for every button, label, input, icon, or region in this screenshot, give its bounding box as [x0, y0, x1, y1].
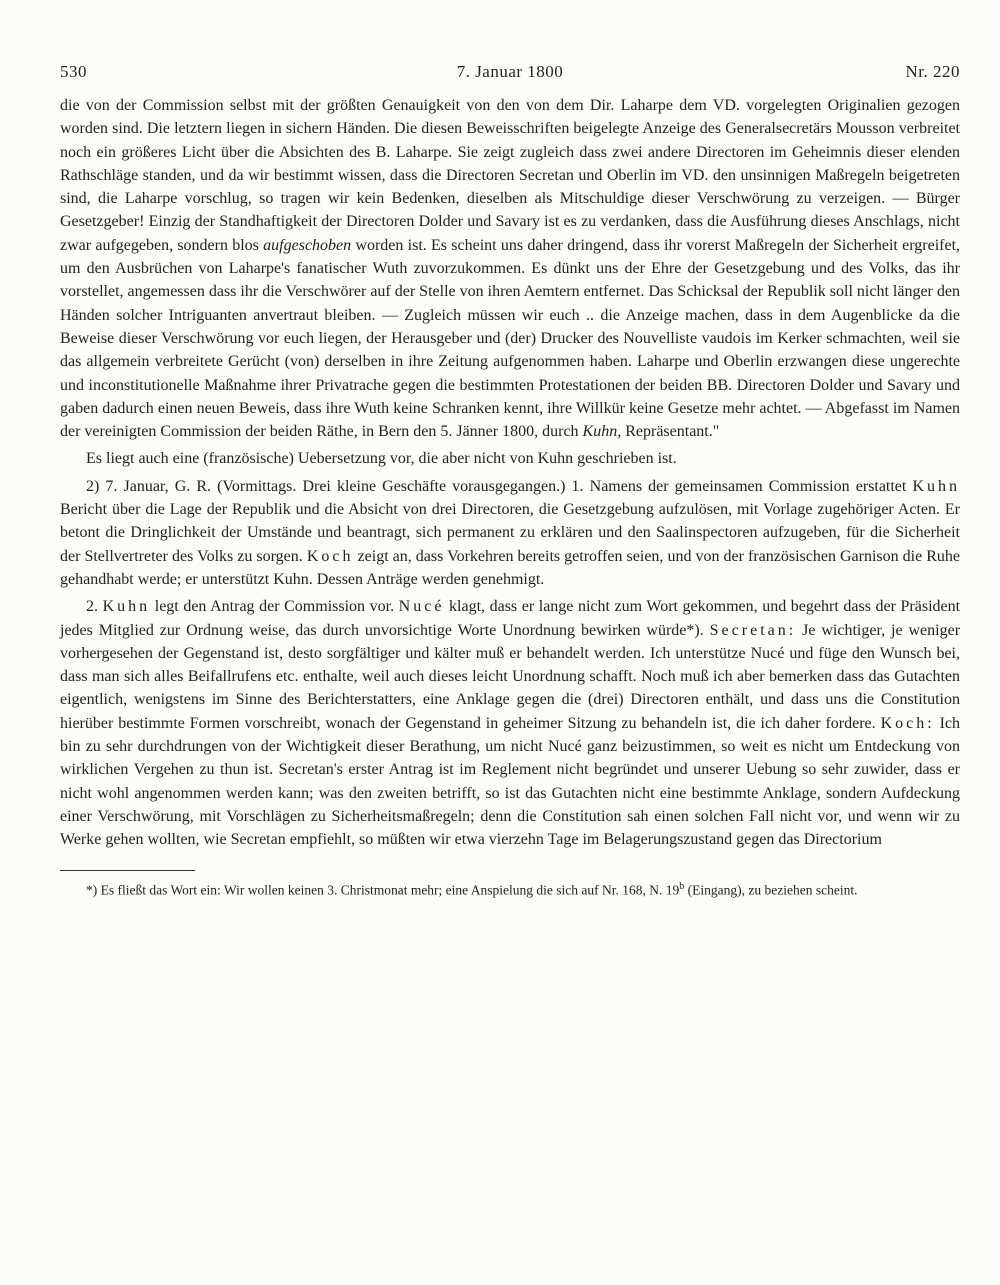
spaced-name: Kuhn [912, 477, 961, 495]
document-page [60, 62, 960, 900]
running-header [60, 62, 960, 94]
page-number: 530 [60, 62, 87, 81]
paragraph-4 [60, 595, 960, 851]
header-date: 7. Januar 1800 [456, 62, 564, 81]
spaced-name: Koch: [880, 714, 935, 732]
text-run: worden ist. Es scheint uns daher dringend, dass ihr vorerst Maßregeln der Sicherheit ergreifet, um den Ausbrüchen von Laharpe's fanatischer Wuth zuvorzukommen. Es dünkt uns der Ehre der Gesetzgebung und des Volks, das ihr vorstellet, angemessen dass ihr die Verschwörer auf der Stelle von ihren Aemtern entfernet. Das Schicksal der Republik soll nicht länger den Händen solcher Intriguanten anvertraut bleiben. — Zugleich müssen wir euch .. die Anzeige machen, dass in dem Augenblicke da die Beweise dieser Verschwörung vor euch liegen, der Herausgeber und (der) Drucker des Nouvelliste vaudois im Kerker schmachten, weil sie das allgemein verbreitete Gerücht (von) derselben in ihre Zeitung aufgenommen haben. Laharpe und Oberlin erzwangen diese ungerechte und inconstitutionelle Maßnahme ihrer Privatrache gegen die bestimmten Protestationen der beiden BB. Directoren Dolder und Savary und gaben dadurch einen neuen Beweis, dass ihre Wuth keine Schranken kennt, ihre Willkür keine Gesetze mehr achtet. — Abgefasst im Namen der vereinigten Commission der beiden Räthe, in Bern den 5. Jänner 1800, durch [60, 236, 961, 441]
paragraph-3 [60, 475, 960, 591]
document-number: Nr. 220 [905, 62, 960, 81]
text-run: zeigt an, dass Vorkehren bereits getroffen seien, und von der französischen Garnison die Ruhe gehandhabt werde; er unterstützt Kuhn. Dessen Anträge werden genehmigt. [60, 547, 961, 588]
text-run: die von der Commission selbst mit der größten Genauigkeit von den von dem Dir. Laharpe dem VD. vorgelegten Originalien gezogen worden sind. Die letztern liegen in sichern Händen. Die diesen Beweisschriften beigelegte Anzeige des Generalsecretärs Mousson verbreitet noch ein größeres Licht über die Absichten des B. Laharpe. Sie zeigt zugleich dass zwei andere Directoren im Geheimnis dieser elenden Rathschläge standen, und da wir bestimmt wissen, dass die Directoren Secretan und Oberlin im VD. den unsinnigen Maßregeln beigetreten sind, die Laharpe vorschlug, so tragen wir kein Bedenken, dieselben als Mitschuldige dieser Verschwörung zu verzeigen. — Bürger Gesetzgeber! Einzig der Standhaftigkeit der Directoren Dolder und Savary ist es zu verdanken, dass die Ausführung dieses Anschlags, nicht zwar aufgegeben, sondern blos [60, 97, 960, 254]
footnote [60, 877, 960, 901]
footnote-divider [60, 870, 195, 871]
spaced-name: Nucé [398, 598, 445, 616]
spaced-name: Koch [306, 547, 354, 565]
spaced-name: Secretan: [709, 621, 797, 639]
text-run: Je wichtiger, je weniger vorhergesehen der Gegenstand ist, desto sorgfältiger und kälter muß er behandelt werden. Ich unterstütze Nucé und füge den Wunsch bei, dass man sich alles Beifallrufens etc. enthalte, weil auch dieses leicht Unordnung schafft. Noch muß ich aber bemerken dass das Gutachten eigentlich, wenigstens im Sinne des Berichterstatters, eine Anklage gegen die (drei) Directoren enthält, und dass uns die Constitution hierüber bestimmte Formen vorschreibt, wonach der Gegenstand in geheimer Sitzung zu behandeln ist, die ich daher fordere. [60, 621, 961, 732]
text-run: (Eingang), zu beziehen scheint. [687, 882, 858, 897]
paragraph-1 [60, 94, 960, 443]
text-run: Repräsentant." [625, 423, 720, 441]
text-run: 2. [86, 598, 98, 616]
main-text [60, 94, 960, 852]
text-run: legt den Antrag der Commission vor. [154, 598, 395, 616]
footnote-text [60, 877, 960, 901]
spaced-name: Kuhn [102, 598, 151, 616]
paragraph-2: Es liegt auch eine (französische) Uebersetzung vor, die aber nicht von Kuhn geschrieben ist. [86, 450, 677, 468]
italic-text: aufgeschoben [263, 236, 352, 254]
superscript: b [679, 880, 685, 892]
text-run: Ich bin zu sehr durchdrungen von der Wichtigkeit dieser Berathung, um nicht Nucé ganz beizustimmen, so weit es nicht um Entdeckung von wirklichen Vergehen zu thun ist. Secretan's erster Antrag ist im Reglement nicht begründet und unserer Uebung so sehr zuwider, dass er nicht wohl angenommen werden kann; was den zweiten betrifft, so ist das Gutachten nicht eine bestimmte Anklage, sondern Aufdeckung einer Verschwörung, mit Vorschlägen zu Sicherheitsmaßregeln; denn die Constitution sah einen solchen Fall nicht vor, und wenn wir zu Werke gehen wollten, wie Secretan empfiehlt, so müßten wir etwa vierzehn Tage im Belagerungszustand gegen das Directorium [60, 714, 961, 849]
italic-text: Kuhn, [582, 423, 622, 441]
text-run: *) Es fließt das Wort ein: Wir wollen keinen 3. Christmonat mehr; eine Anspielung die sich auf Nr. 168, N. 19 [86, 882, 680, 897]
text-run: klagt, dass er lange nicht zum Wort gekommen, und begehrt dass der Präsident jedes Mitglied zur Ordnung weise, das durch unvorsichtige Worte Unordnung bewirken würde*). [60, 598, 961, 639]
text-run: Bericht über die Lage der Republik und die Absicht von drei Directoren, die Gesetzgebung aufzulösen, mit Vorlage zugehöriger Acten. Er betont die Dringlichkeit der Umstände und beantragt, sich permanent zu erklären und den Saalinspectoren aufzugeben, für die Sicherheit der Stellvertreter des Volks zu sorgen. [60, 501, 960, 565]
text-run: 2) 7. Januar, G. R. (Vormittags. Drei kleine Geschäfte vorausgegangen.) 1. Namens der gemeinsamen Commission erstattet [86, 477, 907, 495]
